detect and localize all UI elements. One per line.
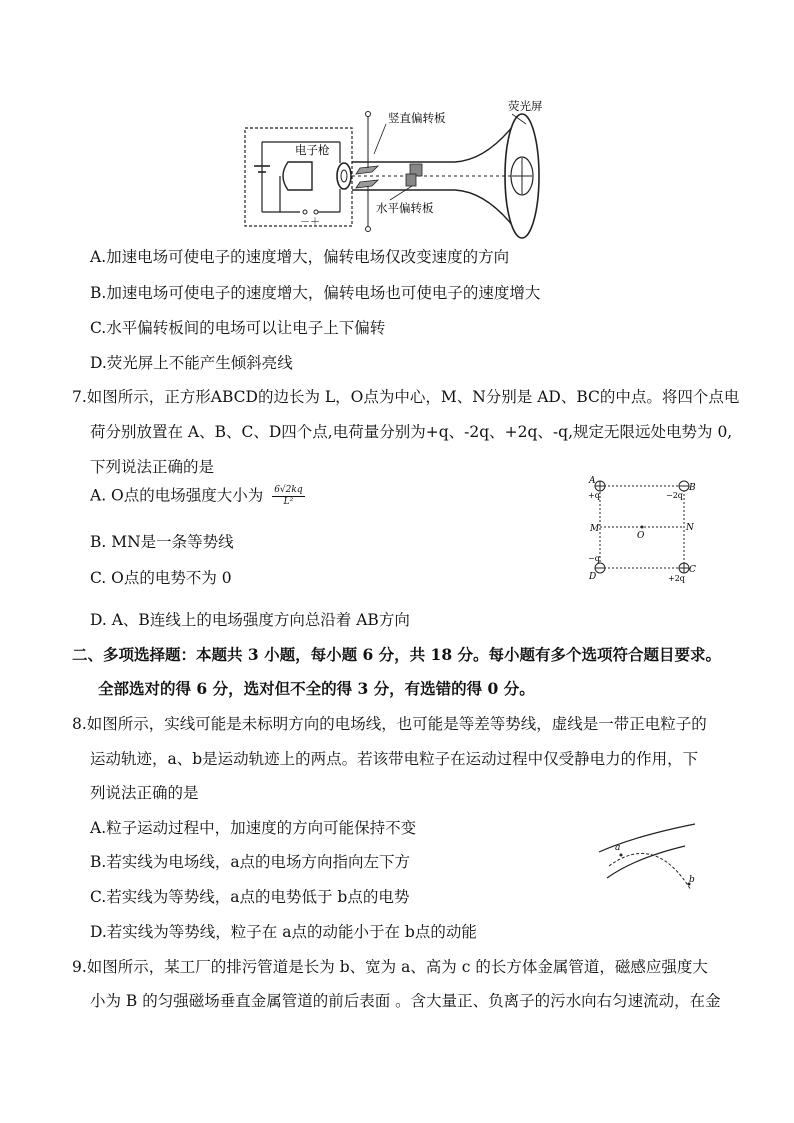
label-C: C xyxy=(689,565,696,575)
charge-A: +q xyxy=(588,491,600,500)
formula-numerator: 6√2kq xyxy=(274,485,303,495)
label-b: b xyxy=(689,875,695,885)
charge-C: +2q xyxy=(668,574,685,583)
q7-square-figure xyxy=(582,474,694,586)
q8-option-b: B.若实线为电场线，a点的电场方向指向左下方 xyxy=(90,853,411,871)
q6-option-c: C.水平偏转板间的电场可以让电子上下偏转 xyxy=(90,319,386,337)
q7-option-a-formula xyxy=(272,485,304,508)
electron-gun-label: 电子枪 xyxy=(295,143,330,157)
horizontal-plates-label: 水平偏转板 xyxy=(376,201,434,215)
q8-option-d: D.若实线为等势线，粒子在 a点的动能小于在 b点的动能 xyxy=(90,923,477,941)
q6-option-b: B.加速电场可使电子的速度增大，偏转电场也可使电子的速度增大 xyxy=(90,284,541,302)
label-B: B xyxy=(689,483,696,493)
q8-stem-line-3: 列说法正确的是 xyxy=(90,784,199,802)
q8-option-c: C.若实线为等势线，a点的电势低于 b点的电势 xyxy=(90,888,410,906)
label-O: O xyxy=(637,531,645,541)
q7-option-a xyxy=(90,485,305,508)
q7-stem-line-2: 荷分别放置在 A、B、C、D四个点,电荷量分别为+q、-2q、+2q、-q,规定无限远处电势为 0, xyxy=(90,423,733,441)
q7-option-b: B. MN是一条等势线 xyxy=(90,533,234,551)
label-a: a xyxy=(615,843,621,853)
q7-option-a-text: A. O点的电场强度大小为 xyxy=(90,486,264,505)
screen-label: 荧光屏 xyxy=(508,99,543,113)
q9-stem-line-1: 9.如图所示，某工厂的排污管道是长为 b、宽为 a、高为 c 的长方体金属管道，磁感应强度大 xyxy=(72,958,708,976)
q8-field-figure xyxy=(595,818,707,898)
label-N: N xyxy=(686,523,694,533)
charge-D: −q xyxy=(588,554,600,563)
label-A: A xyxy=(589,476,596,486)
section2-scoring: 全部选对的得 6 分，选对但不全的得 3 分，有选错的得 0 分。 xyxy=(98,679,535,698)
formula-denominator: L² xyxy=(283,497,294,507)
q8-stem-line-1: 8.如图所示，实线可能是未标明方向的电场线，也可能是等差等势线，虚线是一带正电粒子的 xyxy=(72,715,707,733)
q6-option-d: D.荧光屏上不能产生倾斜亮线 xyxy=(90,354,293,372)
polarity-label: －＋ xyxy=(300,217,320,228)
q7-stem-line-3: 下列说法正确的是 xyxy=(90,458,215,476)
q8-option-a: A.粒子运动过程中，加速度的方向可能保持不变 xyxy=(90,819,417,837)
charge-B: −2q xyxy=(666,491,683,500)
label-D: D xyxy=(589,572,597,582)
crt-figure xyxy=(240,94,560,239)
q9-stem-line-2: 小为 B 的匀强磁场垂直金属管道的前后表面 。含大量正、负离子的污水向右匀速流动，在金 xyxy=(90,992,721,1010)
section2-heading: 二、多项选择题：本题共 3 小题，每小题 6 分，共 18 分。每小题有多个选项符合题目要求。 xyxy=(72,645,722,664)
q8-stem-line-2: 运动轨迹，a、b是运动轨迹上的两点。若该带电粒子在运动过程中仅受静电力的作用，下 xyxy=(90,750,699,768)
vertical-plates-label: 竖直偏转板 xyxy=(388,111,446,125)
q6-option-a: A.加速电场可使电子的速度增大，偏转电场仅改变速度的方向 xyxy=(90,248,510,266)
label-M: M xyxy=(590,524,600,534)
q7-option-c: C. O点的电势不为 0 xyxy=(90,569,232,587)
q7-option-d: D. A、B连线上的电场强度方向总沿着 AB方向 xyxy=(90,611,410,629)
q7-stem-line-1: 7.如图所示，正方形ABCD的边长为 L，O点为中心，M、N分别是 AD、BC的中点。将四个点电 xyxy=(72,388,740,406)
